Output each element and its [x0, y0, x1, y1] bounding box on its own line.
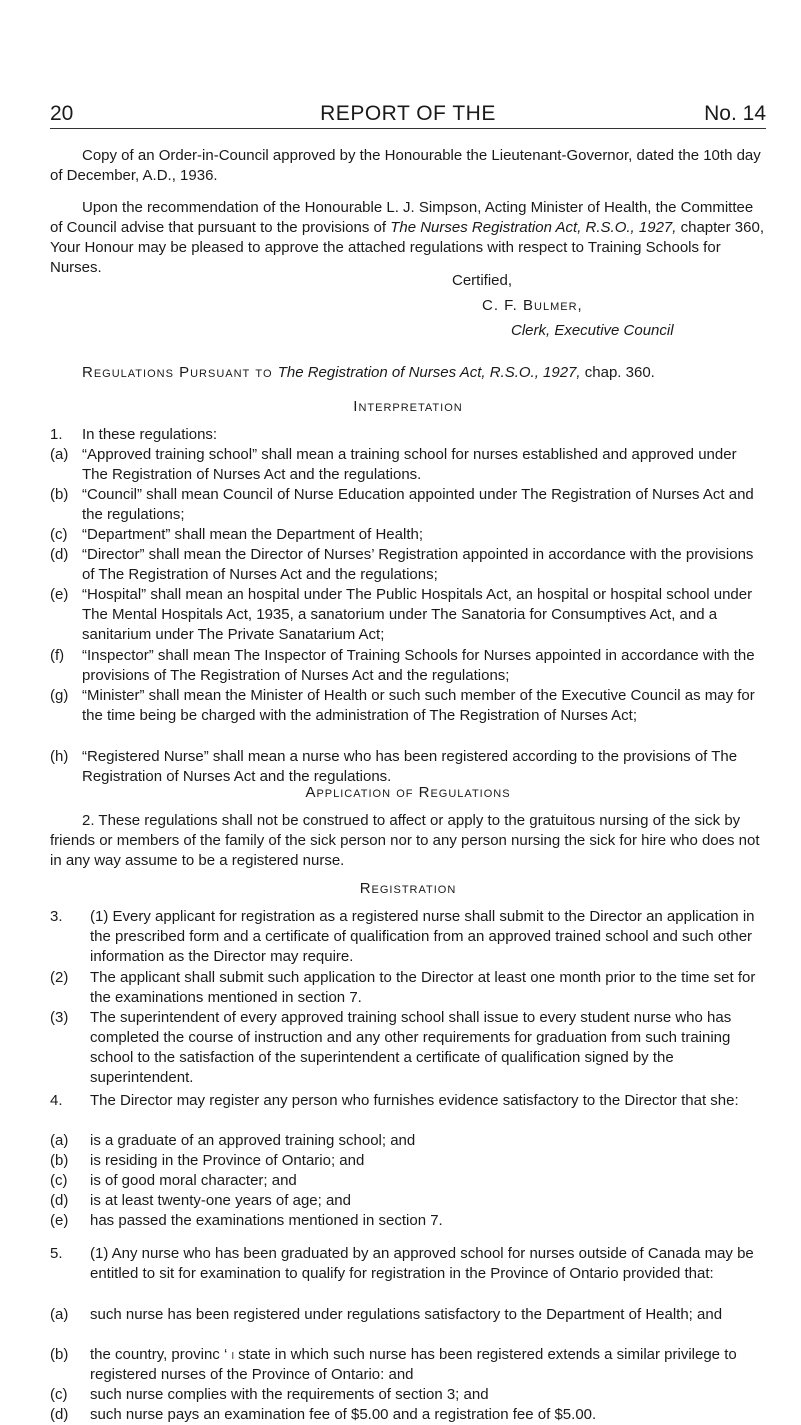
- item-text: “Minister” shall mean the Minister of Health or such such member of the Executive Council as may for the time being be charged with the administration of The Registration of Nurses Act;: [82, 687, 755, 724]
- item-text: is residing in the Province of Ontario; and: [90, 1152, 365, 1169]
- item-text: “Hospital” shall mean an hospital under The Public Hospitals Act, an hospital or hospital school under The Mental Hospitals Act, 1935, a sanatorium under The Sanatoria for Consumptives Act, and a sanitarium under The Private Sanatarium Act;: [82, 586, 753, 643]
- item-text: “Council” shall mean Council of Nurse Education appointed under The Registration of Nurses Act and the regulations;: [82, 486, 754, 523]
- item-text: is of good moral character; and: [90, 1172, 297, 1189]
- item-text: is at least twenty-one years of age; and: [90, 1192, 351, 1209]
- clerk-name: C. F. Bulmer,: [482, 297, 583, 314]
- list-item: [50, 545, 766, 585]
- item-text: The superintendent of every approved training school shall issue to every student nurse who has completed the course of instruction and any other requirements for graduation from such training school to the satisfaction of the superintendent a certificate of qualification signed by the superintendent.: [90, 1009, 732, 1086]
- item-label: (c): [50, 526, 68, 543]
- item-text: such nurse complies with the requirements of section 3; and: [90, 1386, 489, 1403]
- list-item: [50, 1244, 766, 1284]
- item-text: In these regulations:: [82, 426, 218, 443]
- item-label: (a): [50, 1132, 69, 1149]
- item-text: “Registered Nurse” shall mean a nurse who has been registered according to the provisions of The Registration of Nurses Act and the regulations.: [82, 748, 738, 785]
- list-item: [50, 1385, 766, 1405]
- item-label: (d): [50, 1192, 69, 1209]
- item-label: (e): [50, 586, 69, 603]
- section-title-application: Application of Regulations: [305, 784, 511, 801]
- item-label: 5.: [50, 1245, 63, 1262]
- item-label: (c): [50, 1172, 68, 1189]
- application-paragraph: 2. These regulations shall not be construed to affect or apply to the gratuitous nursing of the sick by friends or members of the family of the sick person nor to any person nursing the sick for hire who does not in any way assume to be a registered nurse.: [50, 812, 760, 869]
- list-item: [50, 686, 766, 726]
- list-item: [50, 1405, 766, 1425]
- page-header: [50, 94, 766, 128]
- item-text: is a graduate of an approved training school; and: [90, 1132, 416, 1149]
- running-title: REPORT OF THE: [320, 102, 496, 125]
- item-label: (g): [50, 687, 69, 704]
- item-label: 3.: [50, 908, 63, 925]
- item-label: 4.: [50, 1092, 63, 1109]
- section-title-registration: Registration: [359, 880, 457, 897]
- item-label: (b): [50, 1152, 69, 1169]
- item-label: (h): [50, 748, 69, 765]
- regulations-heading: Regulations Pursuant to The Registration of Nurses Act, R.S.O., 1927, chap. 360.: [82, 364, 655, 381]
- list-item: [50, 485, 766, 525]
- item-label: (c): [50, 1386, 68, 1403]
- list-item: [50, 1131, 766, 1151]
- item-label: (d): [50, 546, 69, 563]
- document-number: No. 14: [704, 102, 766, 125]
- item-text: The Director may register any person who furnishes evidence satisfactory to the Director that she:: [90, 1092, 739, 1109]
- item-text: (1) Every applicant for registration as a registered nurse shall submit to the Director an application in the prescribed form and a certificate of qualification from an approved trained school and such other information as the Director may require.: [90, 908, 755, 965]
- list-item: [50, 1191, 766, 1211]
- list-item: [50, 1305, 766, 1325]
- list-item: [50, 646, 766, 686]
- item-label: (d): [50, 1406, 69, 1423]
- item-label: (3): [50, 1009, 69, 1026]
- clerk-role: Clerk, Executive Council: [511, 322, 674, 339]
- list-item: [50, 1091, 766, 1111]
- item-text: “Approved training school” shall mean a training school for nurses established and approved under The Registration of Nurses Act and the regulations.: [82, 446, 737, 483]
- list-item: [50, 525, 766, 545]
- item-text: (1) Any nurse who has been graduated by an approved school for nurses outside of Canada may be entitled to sit for examination to qualify for registration in the Province of Ontario provided that:: [90, 1245, 754, 1282]
- recommendation-paragraph: Upon the recommendation of the Honourable L. J. Simpson, Acting Minister of Health, the Committee of Council advise that pursuant to the provisions of The Nurses Registration Act, R.S.O., 1927, chapter 360, Your Honour may be pleased to approve the attached regulations with respect to Training Schools for Nurses.: [50, 199, 764, 276]
- item-label: (a): [50, 446, 69, 463]
- item-label: (f): [50, 647, 65, 664]
- list-item: [50, 1211, 766, 1231]
- item-label: (e): [50, 1212, 69, 1229]
- list-item: [50, 1151, 766, 1171]
- page-number: 20: [50, 102, 74, 125]
- item-label: (b): [50, 1346, 69, 1363]
- list-item: [50, 585, 766, 645]
- list-item: [50, 1171, 766, 1191]
- certified-label: Certified,: [452, 272, 513, 289]
- item-text: has passed the examinations mentioned in section 7.: [90, 1212, 443, 1229]
- list-item: [50, 1008, 766, 1088]
- section-title-interpretation: Interpretation: [353, 398, 463, 415]
- list-item: [50, 747, 766, 787]
- act-title: The Nurses Registration Act, R.S.O., 1927,: [390, 219, 677, 236]
- item-text: “Director” shall mean the Director of Nurses’ Registration appointed in accordance with the provisions of The Registration of Nurses Act and the regulations;: [82, 546, 754, 583]
- header-rule: [50, 128, 766, 129]
- item-label: 1.: [50, 426, 63, 443]
- intro-paragraph: Copy of an Order-in-Council approved by the Honourable the Lieutenant-Governor, dated the 10th day of December, A.D., 1936.: [50, 147, 761, 184]
- list-item: [50, 445, 766, 485]
- item-text: The applicant shall submit such application to the Director at least one month prior to the time set for the examinations mentioned in section 7.: [90, 969, 756, 1006]
- item-text: such nurse pays an examination fee of $5.00 and a registration fee of $5.00.: [90, 1406, 597, 1423]
- item-text: such nurse has been registered under regulations satisfactory to the Department of Health; and: [90, 1306, 723, 1323]
- item-text: “Department” shall mean the Department of Health;: [82, 526, 423, 543]
- list-item: [50, 1345, 766, 1385]
- item-label: (b): [50, 486, 69, 503]
- list-item: [50, 968, 766, 1008]
- list-item: [50, 907, 766, 967]
- item-text: the country, provinc ‘ ₗ state in which such nurse has been registered extends a similar privilege to registered nurses of the Province of Ontario: and: [90, 1346, 737, 1383]
- item-label: (a): [50, 1306, 69, 1323]
- list-item: [50, 425, 766, 445]
- item-label: (2): [50, 969, 69, 986]
- item-text: “Inspector” shall mean The Inspector of Training Schools for Nurses appointed in accordance with the provisions of The Registration of Nurses Act and the regulations;: [82, 647, 755, 684]
